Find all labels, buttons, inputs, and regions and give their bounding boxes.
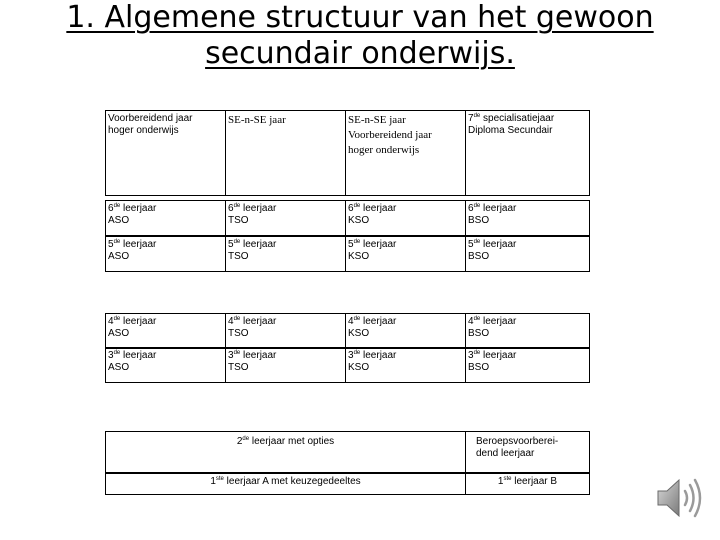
cell-text-line xyxy=(468,316,587,328)
education-type: KSO xyxy=(348,362,370,373)
cell-text-line xyxy=(228,350,343,362)
cell-4-tso xyxy=(225,313,346,349)
education-type: KSO xyxy=(348,251,370,262)
cell-text-line xyxy=(108,203,223,215)
cell-text-line xyxy=(228,316,343,328)
year-number: 1 xyxy=(210,476,216,487)
cell-4-aso xyxy=(105,313,226,349)
cell-text-line xyxy=(108,316,223,328)
cell-2-options xyxy=(105,431,466,473)
cell-text-line xyxy=(228,239,343,251)
cell-text-line xyxy=(108,476,463,488)
year-number: 2 xyxy=(236,436,243,447)
year-number: 4 xyxy=(468,316,474,327)
cell-text-line xyxy=(108,436,463,448)
cell-5-tso xyxy=(225,236,346,272)
year-number: 6 xyxy=(108,203,114,214)
year-number: 3 xyxy=(108,350,114,361)
education-type: ASO xyxy=(108,215,130,226)
year-suffix: de xyxy=(113,350,121,356)
year-suffix: ste xyxy=(215,476,224,482)
year-label: leerjaar xyxy=(120,350,157,361)
year-suffix: de xyxy=(233,203,241,209)
year-number: 6 xyxy=(228,203,234,214)
year-number: 4 xyxy=(348,316,354,327)
year-number: 4 xyxy=(228,316,234,327)
education-type: TSO xyxy=(228,251,249,262)
year-suffix: de xyxy=(353,239,361,245)
cell-5-kso xyxy=(345,236,466,272)
cell-3-bso xyxy=(465,347,590,383)
year-suffix: de xyxy=(473,350,481,356)
education-type: KSO xyxy=(348,328,370,339)
year-label: leerjaar xyxy=(240,239,277,250)
education-type: ASO xyxy=(108,362,130,373)
header-cell-se-n-se-voorbereidend xyxy=(345,110,466,196)
year-number: 1 xyxy=(497,476,504,487)
year-number: 3 xyxy=(228,350,234,361)
year-label: leerjaar xyxy=(240,203,277,214)
cell-text-line: SE-n-SE jaar xyxy=(228,114,286,126)
year-suffix: de xyxy=(473,239,481,245)
cell-text-line xyxy=(348,239,463,251)
cell-text-line xyxy=(228,203,343,215)
cell-text-line xyxy=(468,350,587,362)
education-type: BSO xyxy=(468,251,490,262)
cell-text-line xyxy=(108,350,223,362)
cell-text-line xyxy=(108,239,223,251)
cell-3-kso xyxy=(345,347,466,383)
year-suffix: de xyxy=(353,316,361,322)
cell-text-line xyxy=(468,476,587,488)
cell-text-line xyxy=(348,350,463,362)
cell-text-line xyxy=(348,316,463,328)
education-type: BSO xyxy=(468,215,490,226)
cell-6-bso xyxy=(465,200,590,236)
cell-text-line: Voorbereidend jaar xyxy=(108,113,193,124)
cell-3-tso xyxy=(225,347,346,383)
year-number: 7 xyxy=(468,113,474,124)
cell-text-line xyxy=(468,239,587,251)
year-label: specialisatiejaar xyxy=(480,113,555,124)
cell-text-line: Diploma Secundair xyxy=(468,125,553,136)
year-number: 5 xyxy=(468,239,474,250)
cell-6-tso xyxy=(225,200,346,236)
year-number: 4 xyxy=(108,316,114,327)
year-label: leerjaar xyxy=(120,316,157,327)
year-number: 3 xyxy=(348,350,354,361)
cell-text-line xyxy=(348,203,463,215)
cell-text-line: dend leerjaar xyxy=(476,448,535,459)
year-suffix: de xyxy=(233,239,241,245)
education-type: TSO xyxy=(228,362,249,373)
year-label: leerjaar xyxy=(360,350,397,361)
year-suffix: de xyxy=(113,203,121,209)
year-number: 6 xyxy=(348,203,354,214)
year-suffix: ste xyxy=(503,476,512,482)
cell-5-aso xyxy=(105,236,226,272)
year-label: leerjaar met opties xyxy=(249,436,335,447)
header-cell-voorbereidend-jaar xyxy=(105,110,226,196)
cell-1-b xyxy=(465,473,590,495)
year-label: leerjaar xyxy=(480,316,517,327)
education-type: KSO xyxy=(348,215,370,226)
education-type: TSO xyxy=(228,215,249,226)
header-cell-se-n-se xyxy=(225,110,346,196)
year-suffix: de xyxy=(473,316,481,322)
year-label: leerjaar xyxy=(120,239,157,250)
cell-text-line xyxy=(468,113,587,125)
year-number: 3 xyxy=(468,350,474,361)
speaker-icon[interactable] xyxy=(655,476,705,520)
year-label: leerjaar A met keuzegedeeltes xyxy=(223,476,361,487)
education-type: BSO xyxy=(468,328,490,339)
year-label: leerjaar xyxy=(480,239,517,250)
year-label: leerjaar B xyxy=(511,476,558,487)
year-suffix: de xyxy=(473,203,481,209)
cell-text-line: SE-n-SE jaar xyxy=(348,114,406,126)
cell-2-vocational xyxy=(465,431,590,473)
education-type: BSO xyxy=(468,362,490,373)
year-suffix: de xyxy=(113,239,121,245)
year-suffix: de xyxy=(353,203,361,209)
title-line-1: 1. Algemene structuur van het gewoon xyxy=(66,0,654,35)
education-type: ASO xyxy=(108,328,130,339)
cell-text-line: Voorbereidend jaar xyxy=(348,129,432,141)
year-suffix: de xyxy=(473,113,481,119)
speaker-icon-graphic xyxy=(655,476,705,520)
year-number: 5 xyxy=(348,239,354,250)
cell-6-aso xyxy=(105,200,226,236)
cell-6-kso xyxy=(345,200,466,236)
year-label: leerjaar xyxy=(120,203,157,214)
year-number: 6 xyxy=(468,203,474,214)
year-label: leerjaar xyxy=(360,203,397,214)
cell-text-line xyxy=(468,203,587,215)
year-number: 5 xyxy=(108,239,114,250)
year-label: leerjaar xyxy=(360,239,397,250)
year-number: 5 xyxy=(228,239,234,250)
cell-1-a xyxy=(105,473,466,495)
cell-text-line: Beroepsvoorberei- xyxy=(476,436,559,447)
year-label: leerjaar xyxy=(360,316,397,327)
education-type: ASO xyxy=(108,251,130,262)
cell-4-bso xyxy=(465,313,590,349)
year-label: leerjaar xyxy=(480,203,517,214)
cell-5-bso xyxy=(465,236,590,272)
cell-text-line: hoger onderwijs xyxy=(108,125,179,136)
year-label: leerjaar xyxy=(480,350,517,361)
cell-3-aso xyxy=(105,347,226,383)
cell-text-line: hoger onderwijs xyxy=(348,144,420,156)
year-suffix: de xyxy=(233,316,241,322)
year-suffix: de xyxy=(113,316,121,322)
year-label: leerjaar xyxy=(240,316,277,327)
title-line-2: secundair onderwijs. xyxy=(205,36,515,71)
page-title xyxy=(0,0,720,72)
year-label: leerjaar xyxy=(240,350,277,361)
education-type: TSO xyxy=(228,328,249,339)
year-suffix: de xyxy=(242,436,250,442)
cell-4-kso xyxy=(345,313,466,349)
header-cell-specialisatiejaar xyxy=(465,110,590,196)
year-suffix: de xyxy=(233,350,241,356)
year-suffix: de xyxy=(353,350,361,356)
